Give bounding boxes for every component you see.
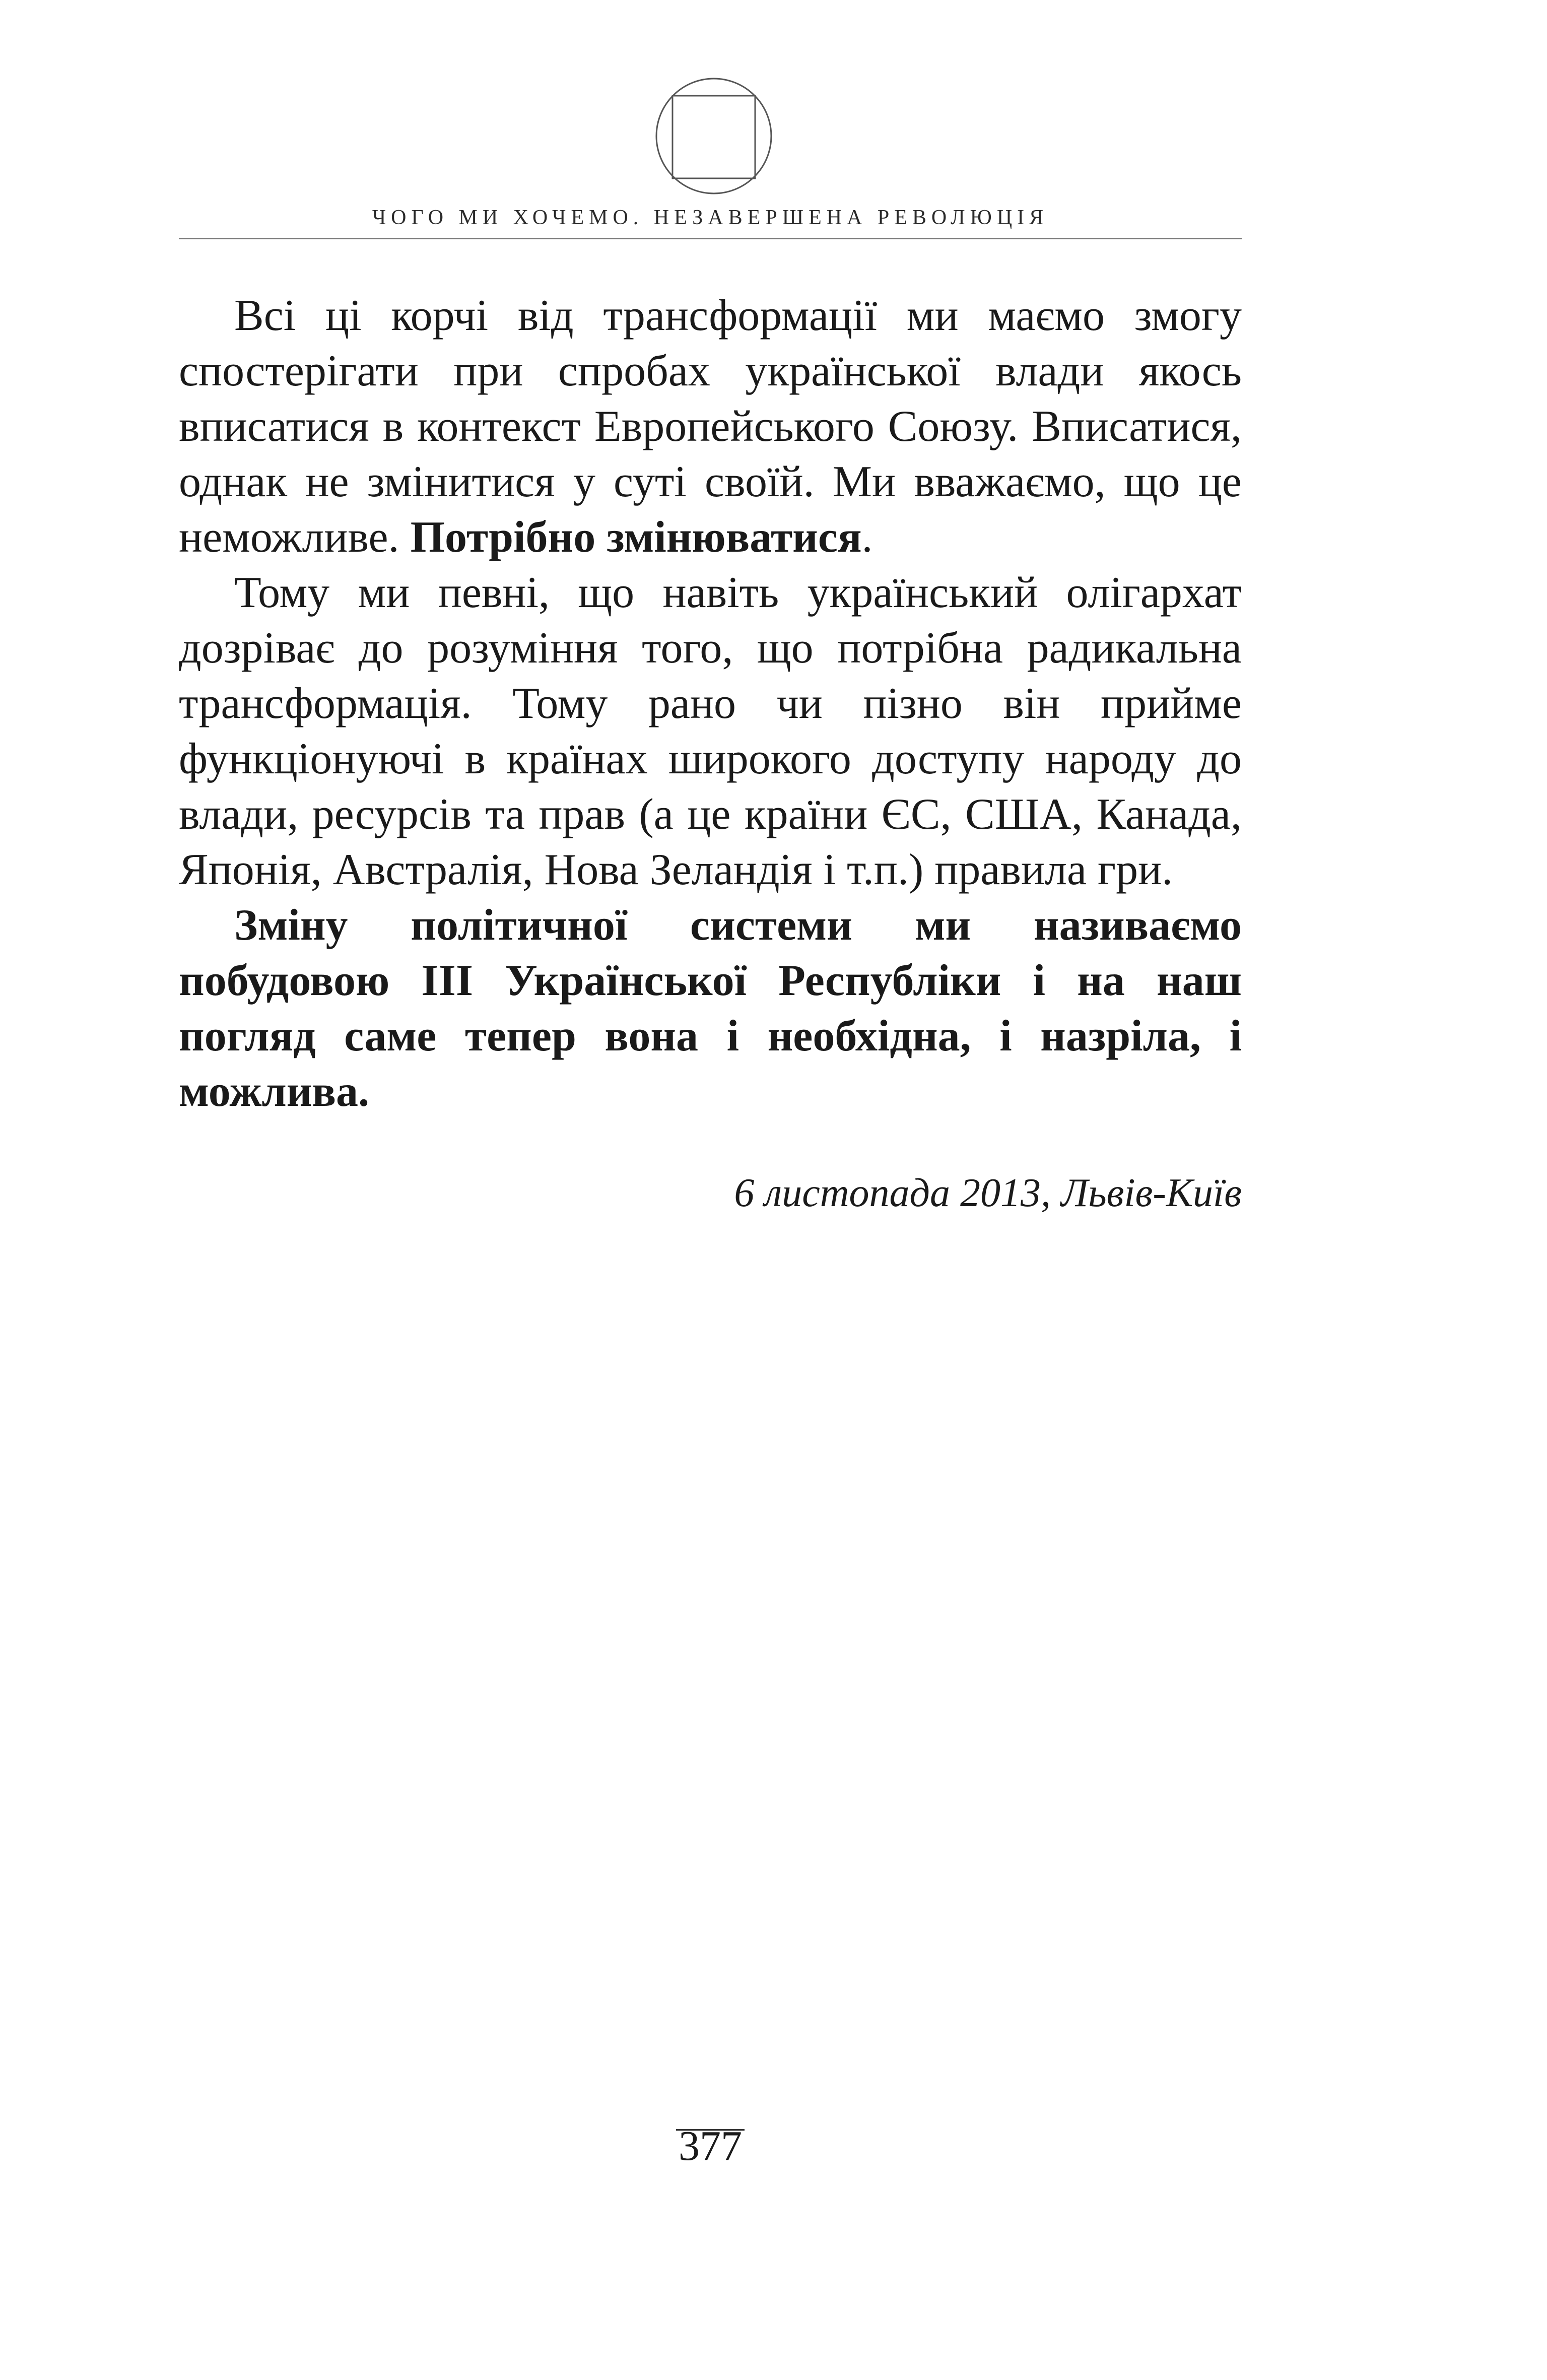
header-divider [179, 238, 1242, 239]
running-head: ЧОГО МИ ХОЧЕМО. НЕЗАВЕРШЕНА РЕВОЛЮЦІЯ [372, 206, 1049, 229]
dateline: 6 листопада 2013, Львів-Київ [734, 1171, 1242, 1215]
circle-square-emblem-icon [653, 76, 774, 196]
body-text [179, 288, 1242, 1119]
paragraph-1 [179, 288, 1242, 565]
paragraph-1-text: Всі ці корчі від трансформації ми маємо змогу спостерігати при спробах української влади якось вписатися в контекст Европейського Союзу. Вписатися, однак не змінитися у суті своїй. Ми вважаємо, що це неможливе. [179, 291, 1242, 562]
page-number: 377 [679, 2123, 742, 2169]
paragraph-1-emphasis: Потрібно змінюватися [410, 513, 862, 562]
paragraph-3: Зміну політичної системи ми називаємо побудовою ІІІ Української Республіки і на наш погляд саме тепер вона і необхідна, і назріла, і можлива. [179, 901, 1242, 1116]
paragraph-1-end: . [861, 513, 873, 562]
paragraph-2: Тому ми певні, що навіть український олігархат дозріває до розуміння того, що потрібна радикальна трансформація. Тому рано чи пізно він прийме функціонуючі в країнах широкого доступу народу до влади, ресурсів та прав (а це країни ЄС, США, Канада, Японія, Австралія, Нова Зеландія і т.п.) правила гри. [179, 568, 1242, 894]
